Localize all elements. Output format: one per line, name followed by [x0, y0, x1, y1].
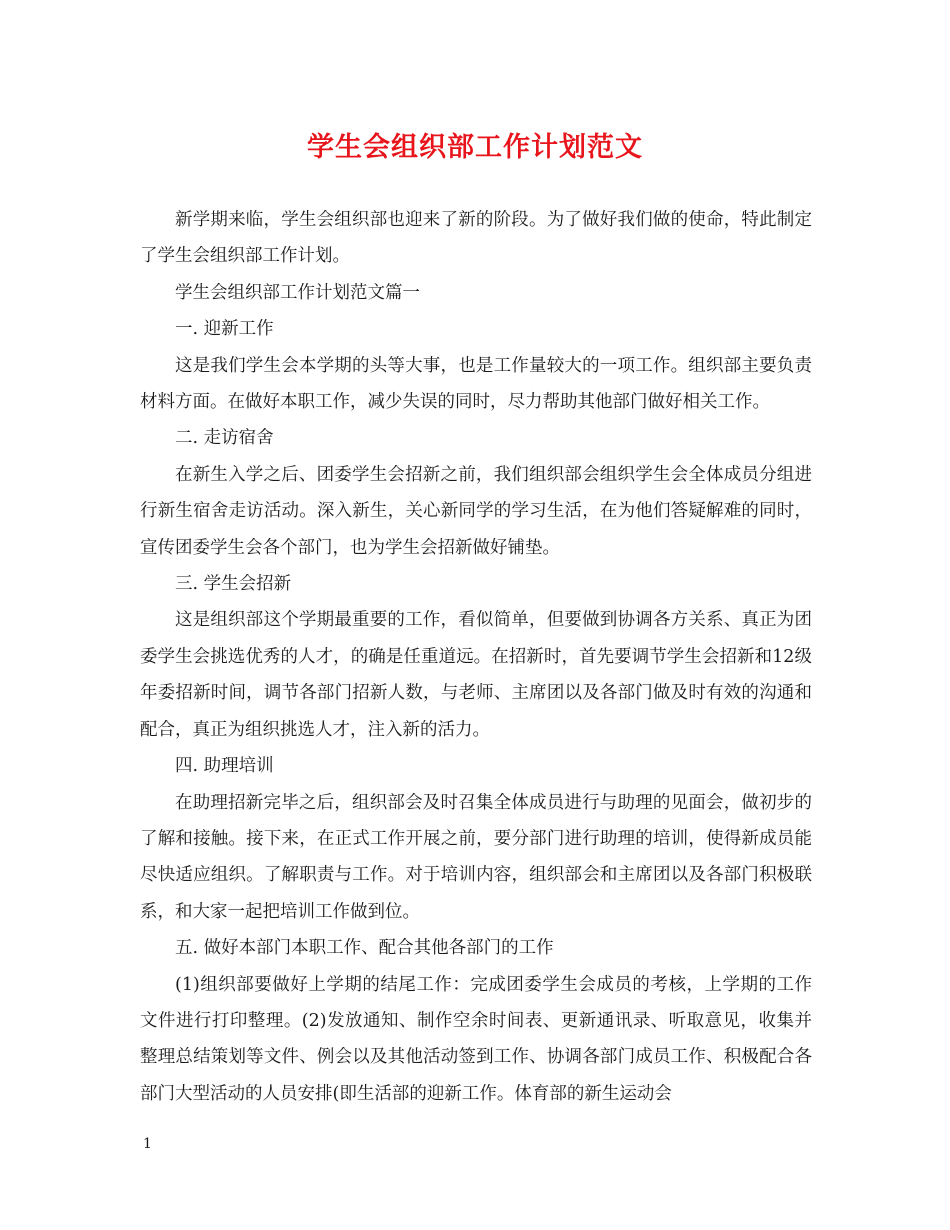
intro-paragraph: 新学期来临，学生会组织部也迎来了新的阶段。为了做好我们做的使命，特此制定了学生会组织部工作计划。 — [140, 210, 812, 267]
paragraph-welcome-work: 这是我们学生会本学期的头等大事，也是工作量较大的一项工作。组织部主要负责材料方面。在做好本职工作，减少失误的同时，尽力帮助其他部门做好相关工作。 — [140, 355, 812, 413]
document-body — [140, 202, 812, 1112]
section-heading-plan-one: 学生会组织部工作计划范文篇一 — [175, 282, 420, 303]
document-title: 学生会组织部工作计划范文 — [307, 132, 643, 163]
heading-recruitment: 三. 学生会招新 — [175, 574, 292, 595]
heading-department-work: 五. 做好本部门本职工作、配合其他各部门的工作 — [175, 938, 554, 959]
paragraph-recruitment: 这是组织部这个学期最重要的工作，看似简单，但要做到协调各方关系、真正为团委学生会挑选优秀的人才，的确是任重道远。在招新时，首先要调节学生会招新和12级年委招新时间，调节各部门招新人数，与老师、主席团以及各部门做及时有效的沟通和配合，真正为组织挑选人才，注入新的活力。 — [140, 610, 812, 740]
paragraph-department-work: (1)组织部要做好上学期的结尾工作：完成团委学生会成员的考核，上学期的工作文件进行打印整理。(2)发放通知、制作空余时间表、更新通讯录、听取意见，收集并整理总结策划等文件、例会以及其他活动签到工作、协调各部门成员工作、积极配合各部门大型活动的人员安排(即生活部的迎新工作。体育部的新生运动会 — [140, 974, 812, 1104]
heading-assistant-training: 四. 助理培训 — [175, 756, 274, 777]
paragraph-assistant-training: 在助理招新完毕之后，组织部会及时召集全体成员进行与助理的见面会，做初步的了解和接触。接下来，在正式工作开展之前，要分部门进行助理的培训，使得新成员能尽快适应组织。了解职责与工作。对于培训内容，组织部会和主席团以及各部门积极联系，和大家一起把培训工作做到位。 — [140, 792, 812, 922]
heading-dorm-visit: 二. 走访宿舍 — [175, 428, 274, 449]
paragraph-dorm-visit: 在新生入学之后、团委学生会招新之前，我们组织部会组织学生会全体成员分组进行新生宿舍走访活动。深入新生，关心新同学的学习生活，在为他们答疑解难的同时，宣传团委学生会各个部门，也为学生会招新做好铺垫。 — [140, 464, 812, 558]
heading-welcome-work: 一. 迎新工作 — [175, 319, 274, 340]
page-number: 1 — [143, 1136, 152, 1152]
